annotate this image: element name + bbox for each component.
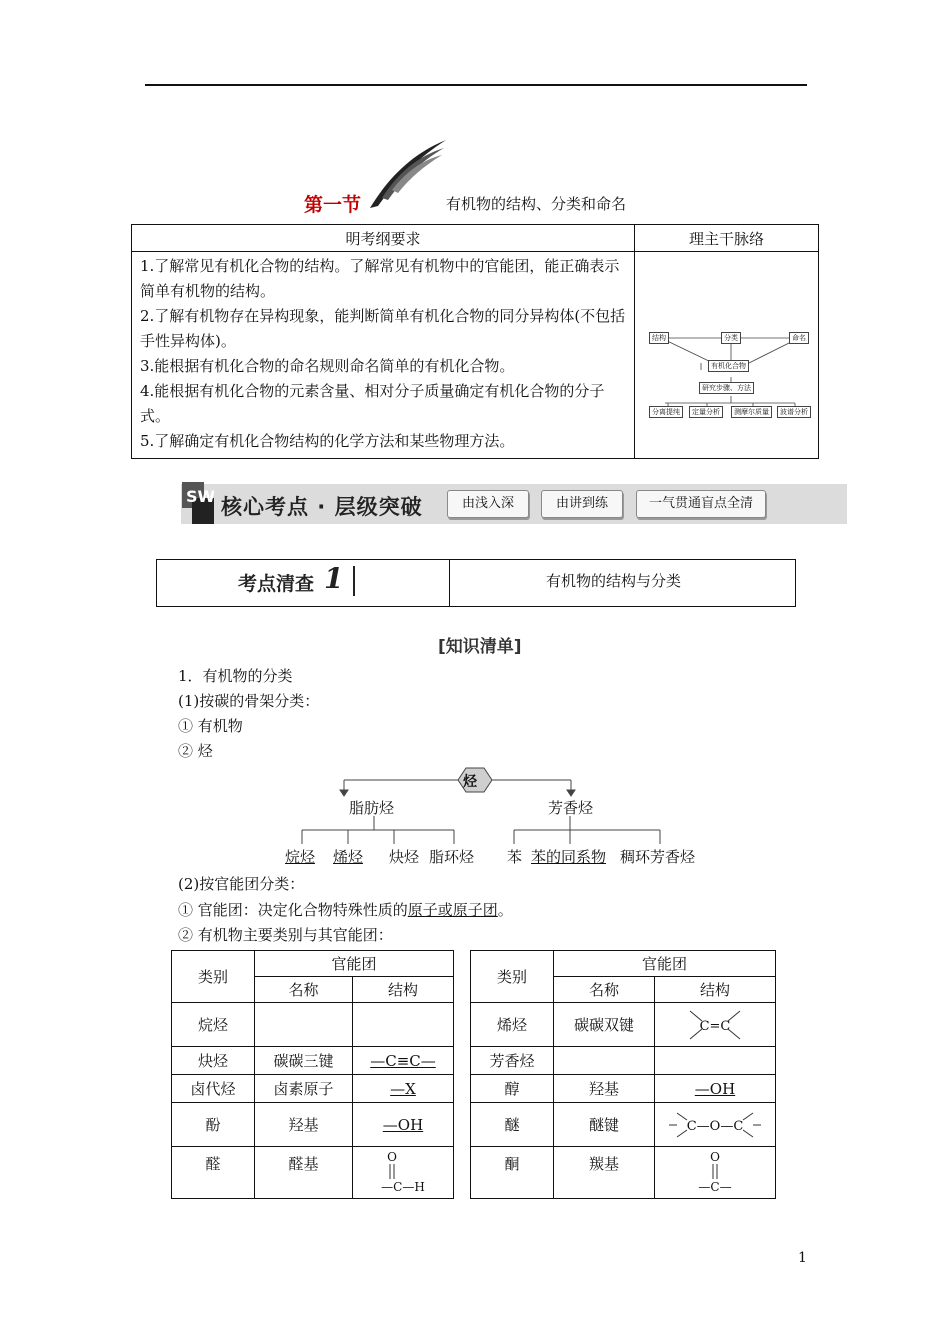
- text-line: (2)按官能团分类：: [178, 875, 305, 893]
- tree-aliphatic: 脂肪烃: [349, 799, 395, 817]
- table-row: [172, 1147, 776, 1199]
- fg-class: 醚: [471, 1103, 554, 1147]
- table-row: [172, 1047, 776, 1075]
- header-rule: [145, 84, 807, 86]
- mindmap-cell: [635, 252, 819, 459]
- fg-name: 醛基: [255, 1147, 353, 1199]
- fg-struct: —OH: [655, 1075, 776, 1103]
- section-label: 第一节: [304, 194, 362, 216]
- kaodian-title: 有机物的结构与分类: [546, 572, 682, 590]
- fg-header-group: 官能团: [554, 951, 776, 977]
- table-row: [172, 1103, 776, 1147]
- tree-fused-aromatic: 稠环芳香烃: [620, 848, 696, 866]
- fg-struct-alkene: [655, 1003, 776, 1047]
- atom-o: O: [387, 1149, 397, 1164]
- fg-name: 羰基: [554, 1147, 655, 1199]
- mindmap-node: 分类: [721, 332, 741, 344]
- aldehyde-group-icon: [368, 1149, 438, 1197]
- fg-name: [554, 1047, 655, 1075]
- mindmap-lines: [635, 252, 822, 452]
- fg-header-struct: 结构: [353, 977, 454, 1003]
- text-line: ② 有机物主要类别与其官能团：: [178, 926, 393, 944]
- fg-struct: —C≡C—: [353, 1047, 454, 1075]
- logo-letter-s: SW: [186, 487, 214, 506]
- alkene-bond-icon: [680, 1005, 750, 1045]
- fg-name: 羟基: [255, 1103, 353, 1147]
- table-row: [172, 1003, 776, 1047]
- fg-class: 酚: [172, 1103, 255, 1147]
- fg-gap: [454, 951, 471, 1199]
- fg-header-name: 名称: [554, 977, 655, 1003]
- fg-struct: —OH: [353, 1103, 454, 1147]
- text-line: [178, 899, 513, 920]
- fg-class: 醛: [172, 1147, 255, 1199]
- tree-root: 烃: [463, 774, 477, 790]
- pill-lecture-to-practice: 由讲到练: [541, 490, 623, 518]
- fg-header-struct: 结构: [655, 977, 776, 1003]
- fg-struct-ether: [655, 1103, 776, 1147]
- mindmap-node: 测摩尔质量: [731, 406, 772, 418]
- requirements-list: [132, 252, 635, 459]
- fg-class: 酮: [471, 1147, 554, 1199]
- kaodian-number: 1: [324, 562, 344, 595]
- fg-struct: [655, 1047, 776, 1075]
- text-span: ① 官能团：决定化合物特殊性质的: [178, 901, 408, 919]
- fg-struct-aldehyde: [353, 1147, 454, 1199]
- req-item: 5.了解确定有机化合物结构的化学方法和某些物理方法。: [140, 432, 515, 450]
- tree-benzene: 苯: [507, 848, 523, 866]
- fg-header-group: 官能团: [255, 951, 454, 977]
- req-item: 4.能根据有机化合物的元素含量、相对分子质量确定有机化合物的分子式。: [140, 382, 605, 425]
- underlined-answer: 原子或原子团: [407, 901, 498, 919]
- knowledge-list-label: [知识清单]: [438, 637, 522, 657]
- fg-name: 碳碳三键: [255, 1047, 353, 1075]
- ether-struct-text: C—O—C: [686, 1118, 744, 1134]
- banner-title: 核心考点 · 层级突破: [221, 495, 423, 519]
- fg-class: 烷烃: [172, 1003, 255, 1047]
- pill-easy-to-deep: 由浅入深: [447, 490, 529, 518]
- mindmap-node: 结构: [649, 332, 669, 344]
- fg-struct-ketone: [655, 1147, 776, 1199]
- mindmap-middle: 研究步骤、方法: [699, 382, 754, 394]
- fg-name: 卤素原子: [255, 1075, 353, 1103]
- tree-benzene-homologs: 苯的同系物: [531, 848, 607, 866]
- fg-header-class: 类别: [172, 951, 255, 1003]
- tree-alkene: 烯烃: [333, 848, 364, 866]
- fg-name: [255, 1003, 353, 1047]
- section-title: 有机物的结构、分类和命名: [446, 195, 627, 213]
- req-col1-header: 明考纲要求: [132, 225, 635, 252]
- swoosh-decoration-icon: [368, 138, 448, 210]
- fg-name: 碳碳双键: [554, 1003, 655, 1047]
- page-number: 1: [798, 1250, 807, 1266]
- mindmap-node: 波谱分析: [777, 406, 811, 418]
- carbonyl-group-icon: [680, 1149, 750, 1197]
- fg-header-name: 名称: [255, 977, 353, 1003]
- fg-name: 醚键: [554, 1103, 655, 1147]
- mindmap-center: 有机化合物: [708, 360, 749, 372]
- ether-bond-icon: [665, 1105, 765, 1145]
- text-line: (1)按碳的骨架分类：: [178, 692, 320, 710]
- fg-class: 芳香烃: [471, 1047, 554, 1075]
- requirements-table: [131, 224, 819, 459]
- tree-alkyne: 炔烃: [389, 848, 420, 866]
- kaodian-label: 考点清查: [238, 573, 315, 595]
- atom-o: O: [710, 1149, 720, 1164]
- mindmap-node: 命名: [789, 332, 809, 344]
- kaodian-bar: [353, 566, 355, 596]
- text-span: 。: [497, 901, 513, 919]
- fg-struct: —X: [353, 1075, 454, 1103]
- fg-name: 羟基: [554, 1075, 655, 1103]
- req-item: 3.能根据有机化合物的命名规则命名简单的有机化合物。: [140, 357, 515, 375]
- fg-class: 炔烃: [172, 1047, 255, 1075]
- mindmap-node: 分离提纯: [649, 406, 683, 418]
- tree-cycloalkane: 脂环烃: [429, 848, 475, 866]
- text-line: 1．有机物的分类: [178, 667, 293, 685]
- req-col2-header: 理主干脉络: [635, 225, 819, 252]
- aldehyde-struct-text: —C—H: [381, 1179, 425, 1194]
- text-line: ① 有机物: [178, 717, 243, 735]
- sw-logo-icon: [182, 482, 214, 524]
- fg-struct: [353, 1003, 454, 1047]
- fg-class: 烯烃: [471, 1003, 554, 1047]
- ketone-struct-text: —C—: [698, 1179, 732, 1194]
- fg-class: 醇: [471, 1075, 554, 1103]
- functional-group-table: [171, 950, 776, 1199]
- req-item: 1.了解常见有机化合物的结构。了解常见有机物中的官能团，能正确表示简单有机物的结构。: [140, 257, 620, 300]
- tree-alkane: 烷烃: [285, 848, 316, 866]
- fg-header-class: 类别: [471, 951, 554, 1003]
- table-row: [172, 1075, 776, 1103]
- pill-blind-spots: 一气贯通盲点全清: [636, 490, 766, 518]
- mindmap-node: 定量分析: [689, 406, 723, 418]
- tree-aromatic: 芳香烃: [548, 799, 594, 817]
- fg-class: 卤代烃: [172, 1075, 255, 1103]
- alkene-struct-text: C=C: [699, 1018, 731, 1034]
- req-item: 2.了解有机物存在异构现象，能判断简单有机化合物的同分异构体(不包括手性异构体)。: [140, 307, 626, 350]
- text-line: ② 烃: [178, 742, 213, 760]
- kaodian-divider: [449, 559, 450, 607]
